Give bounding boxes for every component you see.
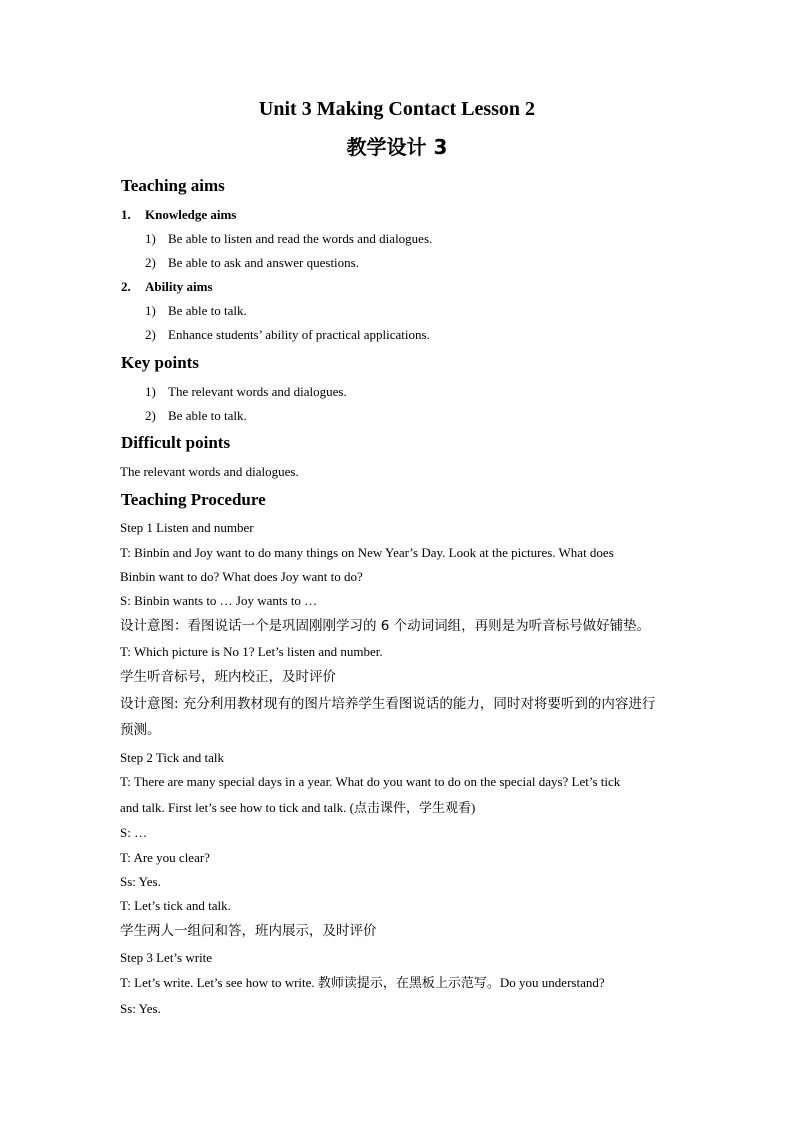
document-title: Unit 3 Making Contact Lesson 2 [258, 98, 536, 120]
procedure-step-heading: Step 3 Let’s write [120, 950, 213, 965]
list-item: Be able to listen and read the words and dialogues. [168, 231, 433, 246]
difficult-points-text: The relevant words and dialogues. [120, 464, 299, 479]
list-number: 2) [145, 255, 156, 270]
procedure-line-cn: 设计意图: 充分利用教材现有的图片培养学生看图说话的能力，同时对将要听到的内容进行 [120, 696, 656, 712]
procedure-line: Ss: Yes. [120, 1001, 161, 1016]
subheading-knowledge-aims: Knowledge aims [145, 207, 237, 222]
list-item: Be able to ask and answer questions. [168, 255, 359, 270]
list-number: 1. [121, 207, 131, 222]
procedure-line-cn: 学生两人一组问和答，班内展示，及时评价 [120, 923, 377, 939]
heading-difficult-points: Difficult points [121, 433, 231, 452]
procedure-line: S: Binbin wants to … Joy wants to … [120, 593, 318, 608]
list-number: 1) [145, 303, 156, 318]
procedure-line-cn: 设计意图：看图说话一个是巩固刚刚学习的 6 个动词词组，再则是为听音标号做好铺垫。 [120, 618, 651, 634]
list-number: 1) [145, 231, 156, 246]
heading-key-points: Key points [121, 353, 199, 372]
procedure-line-cn: 学生听音标号，班内校正，及时评价 [120, 669, 336, 685]
procedure-line: and talk. First let’s see how to tick and talk. (点击课件，学生观看) [120, 800, 476, 815]
procedure-line: T: Which picture is No 1? Let’s listen and number. [120, 644, 383, 659]
list-item: Be able to talk. [168, 408, 247, 423]
document-subtitle: 教学设计 3 [346, 135, 448, 159]
list-item: Enhance students’ ability of practical applications. [168, 327, 430, 342]
procedure-line: S: … [120, 825, 148, 840]
procedure-line: Binbin want to do? What does Joy want to do? [120, 569, 363, 584]
heading-teaching-procedure: Teaching Procedure [121, 490, 266, 509]
procedure-line: T: Let’s tick and talk. [120, 898, 231, 913]
procedure-line: T: Binbin and Joy want to do many things on New Year’s Day. Look at the pictures. What does [120, 545, 614, 560]
list-item: The relevant words and dialogues. [168, 384, 347, 399]
heading-teaching-aims: Teaching aims [121, 176, 225, 195]
procedure-line: T: Let’s write. Let’s see how to write. 教师读提示，在黑板上示范写。Do you understand? [120, 975, 605, 990]
list-number: 1) [145, 384, 156, 399]
procedure-line-cn: 预测。 [120, 722, 161, 738]
list-number: 2. [121, 279, 131, 294]
list-number: 2) [145, 327, 156, 342]
procedure-line: Ss: Yes. [120, 874, 161, 889]
subheading-ability-aims: Ability aims [145, 279, 213, 294]
list-number: 2) [145, 408, 156, 423]
procedure-line: T: Are you clear? [120, 850, 210, 865]
procedure-step-heading: Step 1 Listen and number [120, 520, 254, 535]
procedure-step-heading: Step 2 Tick and talk [120, 750, 225, 765]
procedure-line: T: There are many special days in a year. What do you want to do on the special days? Let’s tick [120, 774, 621, 789]
list-item: Be able to talk. [168, 303, 247, 318]
